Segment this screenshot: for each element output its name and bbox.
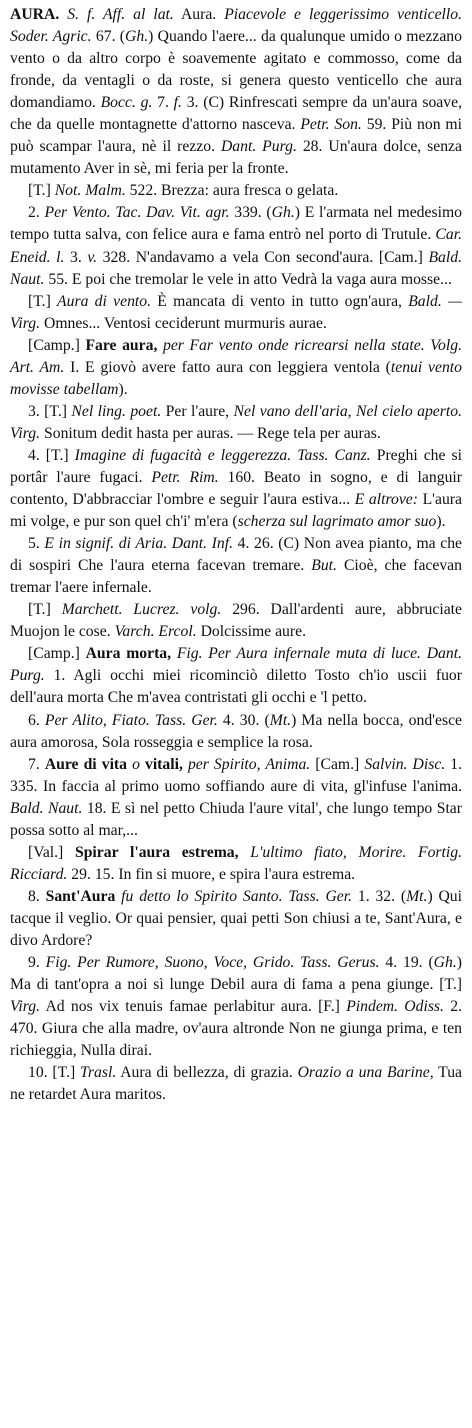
italic-run: Trasl. (80, 1064, 117, 1082)
italic-run: v. (87, 248, 98, 266)
text-run: 4. 19. ( (379, 954, 434, 972)
entry-paragraph (10, 335, 462, 401)
italic-run: Per Vento. Tac. Dav. Vit. agr. (44, 204, 230, 222)
entry-paragraph (10, 401, 462, 445)
entry-paragraph (10, 291, 462, 335)
italic-run: f. (173, 94, 182, 112)
text-run: 28. Un'aura dolce, senza mutamento Aver in sè, mi feria per la fronte. (10, 138, 462, 178)
text-run: ) E l'armata nel medesimo tempo tutta salva, con felice aura e fama entrò nel porto di Trutule. (10, 204, 462, 244)
text-run: 1. 335. In faccia al primo uomo soffiando aure di vita, gl'infuse l'anima. (10, 755, 463, 795)
italic-run: S. f. Aff. al lat. (67, 6, 174, 23)
italic-run: Gh. (433, 954, 457, 972)
text-run: ). (436, 513, 446, 531)
entry-paragraph (10, 643, 462, 709)
text-run: [Camp.] (28, 645, 86, 663)
text-run: 339. ( (229, 204, 272, 222)
headword-run: Fare aura, (85, 336, 158, 354)
italic-run: But. (311, 557, 337, 575)
text-run: Cioè, che facevan tremar l'aere infernale. (10, 557, 462, 597)
entry-paragraph (10, 599, 462, 643)
italic-run: Bald. Naut. (10, 248, 462, 288)
text-run: [T.] (28, 292, 58, 310)
italic-run: Petr. Son. (300, 116, 362, 134)
text-run: Aura di bellezza, di grazia. (116, 1064, 298, 1082)
text-run (239, 844, 251, 861)
text-run: 160. Beato in sogno, e di languir contento, D'abbracciar l'ombre e seguir l'aura estiva... (10, 468, 462, 509)
italic-run: Mt. (269, 711, 292, 729)
entry-paragraph (10, 952, 462, 1062)
text-run: 522. Brezza: aura fresca o gelata. (125, 182, 339, 200)
text-run: ) Ma di tant'opra a noi sì lunge Debil aura di fama a pena giunge. [T.] (10, 954, 463, 994)
text-run: ) Quando l'aere... da qualunque umido o mezzano vento o da altro corpo è soavemente agitato e commosso, come da fronde, da ventagli o da roste, si genera questo venticello che aura domandiamo. (10, 28, 462, 112)
headword-run: vitali, (144, 755, 183, 773)
text-run: Tua ne retardet Aura maritos. (10, 1064, 462, 1104)
text-run: Per l'aure, (161, 402, 234, 420)
text-run: È mancata di vento in tutto ogn'aura, (151, 292, 409, 310)
italic-run: E in signif. di Aria. Dant. Inf. (44, 535, 234, 553)
italic-run: scherza sul lagrimato amor suo (237, 513, 437, 531)
italic-run: Fig. Per Rumore, Suono, Voce, Grido. Tass. Gerus. (45, 954, 380, 972)
headword-run: Sant'Aura (45, 887, 116, 905)
text-run: 8. (28, 887, 46, 905)
italic-run: E altrove: (354, 491, 418, 509)
text-run: 10. [T.] (28, 1064, 81, 1082)
text-run: 3. [T.] (28, 402, 72, 420)
italic-run: Varch. Ercol. (114, 623, 197, 641)
text-run: [Val.] (28, 843, 75, 861)
italic-run: Piacevole e leggerissimo venticello. Soder. Agric. (10, 6, 463, 46)
entry-paragraph (10, 754, 462, 842)
text-run: Sonitum dedit hasta per auras. — Rege tela per auras. (40, 424, 381, 442)
italic-run: Dant. Purg. (220, 138, 297, 156)
headword-run: Aure di vita (44, 755, 127, 773)
text-run: 18. E sì nel petto Chiuda l'aure vital', che lungo tempo Star possa sotto al mar,... (10, 799, 462, 839)
text-run: 7. (28, 755, 45, 773)
text-run: 6. (28, 711, 45, 729)
text-run: [Cam.] (310, 755, 365, 773)
text-run: 9. (28, 954, 46, 972)
text-run: ) Qui tacque il veglio. Or quai pensier, quai petti Son chiusi a te, Sant'Aura, e divo Ardore? (10, 887, 463, 949)
text-run: 4. [T.] (28, 446, 75, 464)
text-run: 67. ( (91, 28, 126, 46)
italic-run: Pindem. Odiss. (346, 998, 444, 1016)
text-run: I. E giovò avere fatto aura con leggiera ventola ( (64, 358, 391, 376)
text-run: Aura. (173, 6, 225, 23)
headword-run: AURA. (10, 6, 60, 23)
italic-run: Fig. Per Aura infernale muta di luce. Dant. Purg. (10, 645, 463, 685)
text-run: 59. Più non mi può scampar l'aura, nè il rezzo. (10, 116, 462, 156)
entry-paragraph (10, 180, 462, 202)
headword-run: Spirar l'aura estrema, (74, 843, 239, 861)
italic-run: o (132, 755, 140, 773)
entry-paragraph (10, 202, 462, 290)
entry-paragraph (10, 842, 462, 886)
text-run: [T.] (28, 601, 62, 619)
text-run: 296. Dall'ardenti aure, abbruciate Muojon le cose. (10, 601, 462, 641)
text-run: 4. 30. ( (217, 711, 270, 729)
headword-run: Aura morta, (85, 645, 172, 663)
entry-paragraph (10, 886, 462, 952)
italic-run: Orazio a una Barine, (297, 1064, 434, 1082)
italic-run: Gh. (125, 28, 149, 46)
entry-paragraph (10, 1062, 462, 1106)
text-run: 1. 32. ( (352, 887, 407, 905)
text-run: 2. (28, 204, 45, 222)
italic-run: Mt. (406, 887, 428, 905)
text-run: 3. (C) Rinfrescati sempre da un'aura soave, che da quelle montagnette d'attorno nasceva. (10, 94, 462, 134)
italic-run: Salvin. Disc. (364, 755, 446, 773)
text-run: Omnes... Ventosi ceciderunt murmuris aurae. (40, 314, 327, 332)
italic-run: per Far vento onde ricrearsi nella state. Volg. Art. Am. (10, 336, 463, 376)
italic-run: Imagine di fugacità e leggerezza. Tass. Canz. (74, 446, 371, 464)
italic-run: Per Alito, Fiato. Tass. Ger. (44, 711, 218, 729)
italic-run: Nel vano dell'aria, Nel cielo aperto. Virg. (10, 402, 462, 442)
text-run: L'aura mi volge, e pur son quel ch'i' m'era ( (10, 491, 462, 531)
italic-run: Not. Malm. (54, 182, 126, 200)
text-run: 3. (64, 248, 88, 266)
italic-run: Gh. (271, 204, 295, 222)
italic-run: Car. Eneid. l. (10, 226, 462, 266)
text-run: 1. Agli occhi miei ricominciò diletto Tosto ch'io uscii fuor dell'aura morta Che m'avea contristati gli occhi e 'l petto. (10, 667, 462, 707)
italic-run: Marchett. Lucrez. volg. (61, 601, 222, 619)
entry-paragraph (10, 445, 462, 533)
text-run: 5. (28, 535, 45, 553)
text-run: Preghi che si portâr l'aure fugaci. (10, 446, 462, 486)
text-run: [Camp.] (28, 336, 86, 354)
text-run: Ad nos vix tenuis famae perlabitur aura. [F.] (40, 998, 347, 1016)
text-run: 55. E poi che tremolar le vele in atto Vedrà la vaga aura mosse... (44, 270, 452, 288)
italic-run: per Spirito, Anima. (187, 755, 311, 773)
text-run: Dolcissime aure. (196, 623, 306, 641)
entry-paragraph (10, 710, 462, 754)
entry-paragraph (10, 533, 462, 599)
italic-run: L'ultimo fiato, Morire. Fortig. Ricciard. (10, 843, 463, 883)
italic-run: Aura di vento. (57, 292, 152, 310)
italic-run: fu detto lo Spirito Santo. Tass. Ger. (121, 887, 353, 905)
entry-paragraph (10, 4, 462, 180)
text-run: 29. 15. In fin si muore, e spira l'aura estrema. (67, 865, 356, 883)
italic-run: Nel ling. poet. (71, 402, 162, 420)
italic-run: Bocc. g. (100, 94, 153, 112)
italic-run: Petr. Rim. (151, 468, 219, 486)
text-run: [T.] (28, 182, 55, 200)
text-run: ) Ma nella bocca, ond'esce aura amorosa, Sola rosseggia e semplice la rosa. (10, 711, 462, 751)
text-run: 7. (152, 94, 174, 112)
text-run: 4. 26. (C) Non avea pianto, ma che di sospiri Che l'aura eterna facevan tremare. (10, 535, 463, 575)
italic-run: Bald. Naut. (10, 799, 83, 817)
italic-run: Virg. (10, 998, 41, 1016)
text-run: ). (118, 380, 128, 398)
text-run: 328. N'andavamo a vela Con second'aura. [Cam.] (97, 248, 429, 266)
italic-run: Bald. — Virg. (10, 292, 462, 332)
text-run: 2. 470. Giura che alla madre, ov'aura altronde Non ne giunga prima, e ten richieggia, Nulla dirai. (10, 998, 463, 1060)
italic-run: tenui vento movisse tabellam (10, 358, 462, 398)
